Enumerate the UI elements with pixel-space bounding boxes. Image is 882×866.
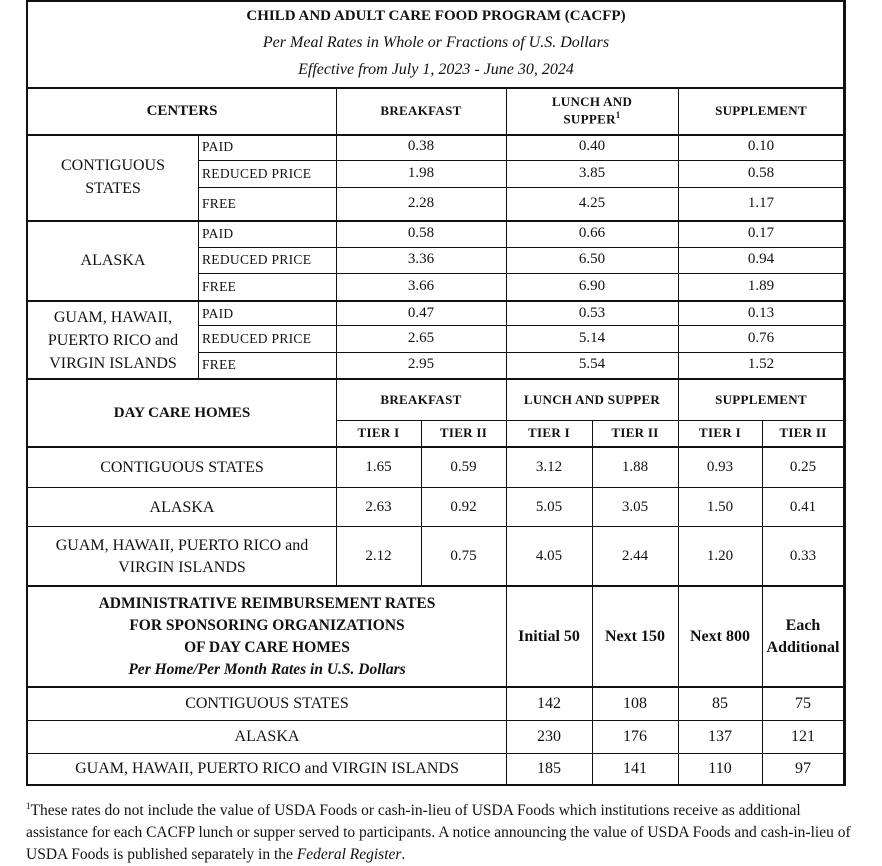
- admin-rate: 110: [708, 759, 732, 777]
- home-rate: 1.88: [621, 458, 649, 475]
- grid-line: [28, 87, 844, 89]
- center-supplement-rate: 0.76: [747, 329, 775, 346]
- center-category: REDUCED PRICE: [202, 252, 312, 268]
- center-category: REDUCED PRICE: [202, 330, 312, 346]
- grid-line: [198, 247, 844, 248]
- center-category: FREE: [202, 195, 237, 211]
- center-breakfast-rate: 2.95: [407, 356, 435, 373]
- admin-col-header: Initial 50: [518, 628, 580, 645]
- grid-line: [28, 378, 844, 380]
- home-region-name: GUAM, HAWAII, PUERTO RICO and VIRGIN ISLANDS: [55, 537, 309, 576]
- footnote: [26, 795, 856, 866]
- home-rate: 0.25: [789, 458, 817, 475]
- center-breakfast-rate: 0.47: [407, 304, 435, 321]
- center-supplement-rate: 0.13: [747, 304, 775, 321]
- grid-line: [28, 526, 844, 527]
- center-lunch-rate: 6.50: [578, 251, 606, 268]
- home-rate: 0.75: [450, 548, 477, 565]
- admin-rate: 230: [537, 728, 561, 746]
- home-rate: 3.05: [621, 498, 649, 515]
- grid-line: [28, 0, 844, 2]
- center-lunch-rate: 0.53: [578, 304, 606, 321]
- footnote-end: .: [401, 846, 406, 864]
- center-breakfast-rate: 1.98: [407, 164, 435, 181]
- center-category: FREE: [202, 278, 237, 294]
- admin-rate: 75: [795, 694, 811, 712]
- centers-lunch-label: LUNCH AND SUPPER: [551, 94, 633, 127]
- center-lunch-rate: 6.90: [578, 277, 606, 294]
- center-supplement-rate: 1.89: [747, 277, 775, 294]
- home-rate: 2.44: [621, 548, 649, 565]
- table-subtitle: Per Meal Rates in Whole or Fractions of U.S. Dollars: [262, 33, 610, 51]
- center-supplement-rate: 0.58: [747, 164, 775, 181]
- home-rate: 2.63: [365, 498, 392, 515]
- admin-col-header: Next 150: [605, 628, 665, 645]
- center-category: FREE: [202, 357, 237, 373]
- tier-header: TIER I: [528, 425, 570, 441]
- admin-region-name: GUAM, HAWAII, PUERTO RICO and VIRGIN ISLANDS: [75, 759, 459, 777]
- center-breakfast-rate: 0.58: [407, 225, 435, 242]
- grid-line: [28, 446, 844, 448]
- grid-line: [28, 487, 844, 488]
- admin-rate: 176: [623, 728, 647, 746]
- footnote-text: These rates do not include the value of USDA Foods or cash-in-lieu of USDA Foods which institutions receive as additional assistance for each CACFP lunch or supper served to participants. A notice announcing the value of USDA Foods and cash-in-lieu of USDA Foods is published separately in the: [26, 802, 851, 864]
- center-breakfast-rate: 0.38: [407, 138, 435, 155]
- centers-supplement-header: SUPPLEMENT: [715, 103, 807, 119]
- homes-lunch-header: LUNCH AND SUPPER: [523, 391, 661, 407]
- center-region-name: ALASKA: [80, 252, 146, 269]
- homes-supplement-header: SUPPLEMENT: [715, 391, 807, 407]
- grid-line: [198, 273, 844, 274]
- center-lunch-rate: 5.14: [578, 329, 606, 346]
- home-rate: 1.65: [365, 458, 392, 475]
- center-supplement-rate: 1.52: [747, 356, 775, 373]
- center-lunch-rate: 0.40: [578, 138, 606, 155]
- grid-line: [198, 134, 199, 380]
- grid-line: [28, 753, 844, 754]
- admin-rate: 142: [537, 694, 561, 712]
- admin-region-name: ALASKA: [234, 728, 300, 746]
- tier-header: TIER I: [699, 425, 741, 441]
- center-breakfast-rate: 2.28: [407, 194, 435, 211]
- admin-header-line3: OF DAY CARE HOMES: [184, 639, 350, 656]
- center-supplement-rate: 1.17: [747, 194, 775, 211]
- home-rate: 0.33: [789, 548, 817, 565]
- admin-rate: 97: [795, 759, 811, 777]
- homes-breakfast-header: BREAKFAST: [380, 391, 462, 407]
- admin-region-name: CONTIGUOUS STATES: [185, 694, 349, 712]
- grid-line: [28, 585, 844, 587]
- home-rate: 3.12: [535, 458, 563, 475]
- grid-line: [198, 352, 844, 353]
- center-region-name: GUAM, HAWAII, PUERTO RICO and VIRGIN ISLANDS: [47, 308, 179, 372]
- home-rate: 1.20: [706, 548, 734, 565]
- home-rate: 2.12: [365, 548, 392, 565]
- admin-rate: 137: [708, 728, 732, 746]
- grid-line: [421, 420, 422, 586]
- center-category: REDUCED PRICE: [202, 165, 312, 181]
- admin-rate: 108: [623, 694, 647, 712]
- grid-line: [198, 187, 844, 188]
- admin-header-line2: FOR SPONSORING ORGANIZATIONS: [129, 617, 405, 634]
- admin-rate: 85: [712, 694, 728, 712]
- center-category: PAID: [202, 226, 234, 242]
- footnote-marker: 1: [615, 110, 621, 121]
- home-rate: 0.59: [450, 458, 477, 475]
- federal-register-ref: Federal Register: [296, 846, 402, 864]
- grid-line: [198, 325, 844, 326]
- grid-line: [336, 89, 337, 587]
- table-title: CHILD AND ADULT CARE FOOD PROGRAM (CACFP): [246, 8, 626, 25]
- grid-line: [28, 720, 844, 721]
- center-supplement-rate: 0.94: [747, 251, 775, 268]
- grid-line: [506, 89, 507, 786]
- admin-rate: 141: [623, 759, 647, 777]
- grid-line: [198, 160, 844, 161]
- admin-rate: 185: [537, 759, 561, 777]
- grid-line: [28, 220, 844, 222]
- admin-header-line4: Per Home/Per Month Rates in U.S. Dollars: [128, 661, 406, 678]
- center-breakfast-rate: 3.66: [407, 277, 435, 294]
- grid-line: [28, 300, 844, 302]
- effective-dates: Effective from July 1, 2023 - June 30, 2024: [298, 60, 574, 78]
- tier-header: TIER I: [357, 425, 400, 441]
- center-lunch-rate: 3.85: [578, 164, 606, 181]
- home-rate: 5.05: [535, 498, 563, 515]
- footnote-number: 1: [26, 801, 31, 811]
- home-rate: 0.41: [789, 498, 817, 515]
- center-category: PAID: [202, 305, 234, 321]
- home-rate: 4.05: [535, 548, 563, 565]
- grid-line: [678, 89, 679, 420]
- admin-col-header: Next 800: [690, 628, 750, 645]
- grid-line: [28, 134, 844, 136]
- centers-header: CENTERS: [146, 102, 218, 119]
- center-lunch-rate: 4.25: [578, 194, 606, 211]
- center-region-name: CONTIGUOUS STATES: [61, 157, 165, 197]
- center-breakfast-rate: 3.36: [407, 251, 435, 268]
- center-lunch-rate: 5.54: [578, 356, 606, 373]
- home-rate: 1.50: [706, 498, 734, 515]
- home-region-name: CONTIGUOUS STATES: [100, 458, 264, 476]
- home-rate: 0.93: [706, 458, 734, 475]
- center-supplement-rate: 0.10: [747, 138, 775, 155]
- center-category: PAID: [202, 139, 234, 155]
- tier-header: TIER II: [611, 425, 659, 441]
- admin-col-header: Each Additional: [766, 617, 840, 656]
- homes-header: DAY CARE HOMES: [113, 404, 251, 421]
- grid-line: [678, 420, 679, 786]
- tier-header: TIER II: [779, 425, 827, 441]
- grid-line: [336, 420, 844, 421]
- grid-line: [28, 686, 844, 688]
- center-supplement-rate: 0.17: [747, 225, 775, 242]
- home-rate: 0.92: [450, 498, 477, 515]
- center-lunch-rate: 0.66: [578, 225, 606, 242]
- grid-line: [762, 420, 763, 786]
- admin-header: [28, 587, 506, 687]
- center-breakfast-rate: 2.65: [407, 329, 435, 346]
- tier-header: TIER II: [439, 425, 488, 441]
- centers-lunch-header: [506, 89, 678, 134]
- home-region-name: ALASKA: [149, 498, 215, 516]
- grid-line: [592, 420, 593, 786]
- centers-breakfast-header: BREAKFAST: [380, 103, 462, 119]
- cacfp-rates-table: [26, 0, 846, 786]
- admin-rate: 121: [791, 728, 815, 746]
- admin-header-line1: ADMINISTRATIVE REIMBURSEMENT RATES: [98, 595, 436, 612]
